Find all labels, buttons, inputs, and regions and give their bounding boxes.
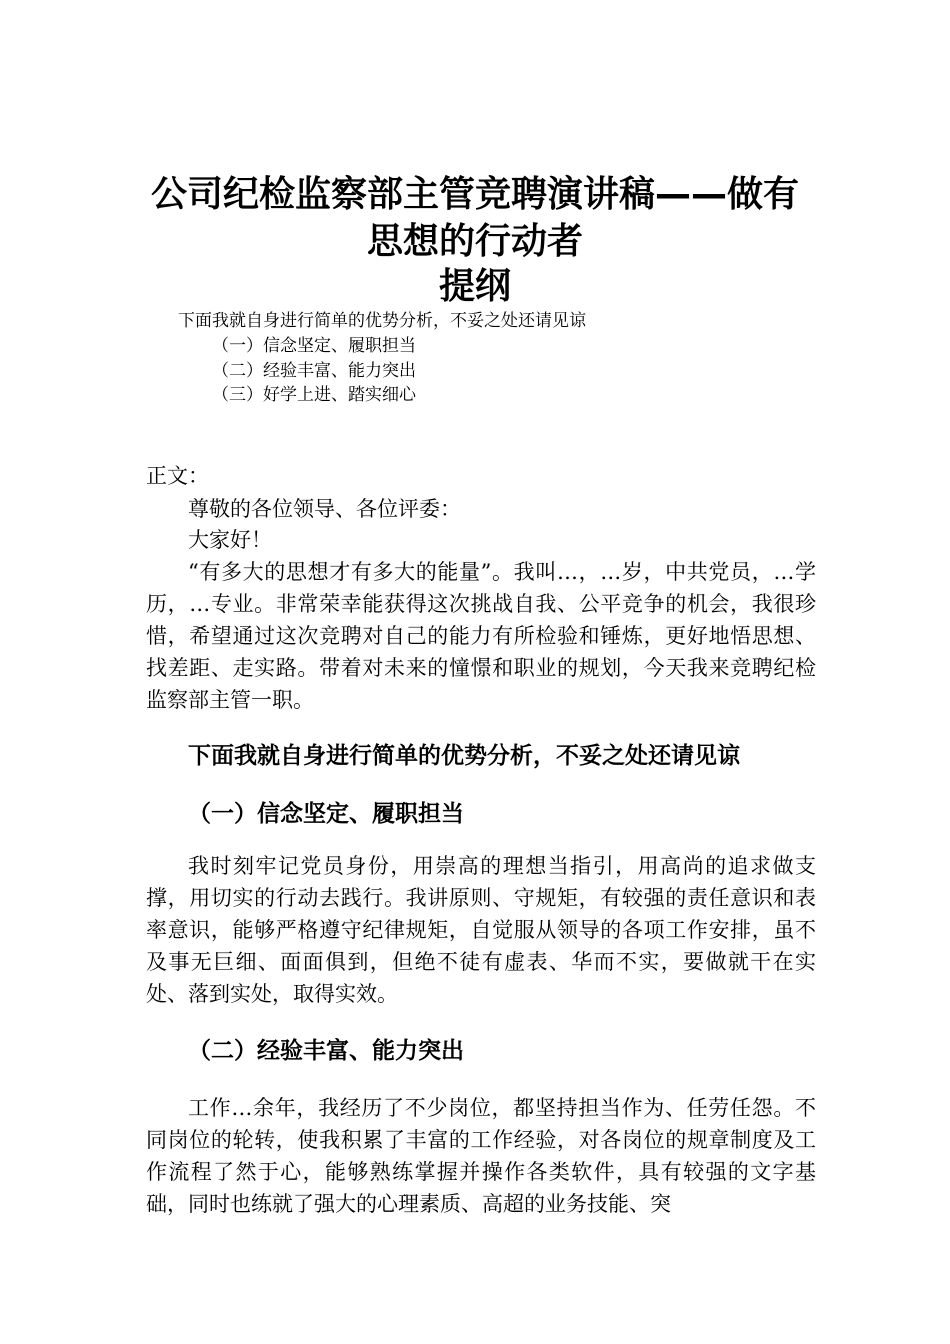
outline-title: 提纲 — [438, 266, 511, 307]
outline-item-1: （一）信念坚定、履职担当 — [212, 336, 416, 356]
intro-paragraph: “有多大的思想才有多大的能量”。我叫…，…岁，中共党员，…学历，…专业。非常荣幸能获得这次挑战自我、公平竞争的机会，我很珍惜，希望通过这次竞聘对自己的能力有所检验和锤炼，更好地悟思想、找差距、走实路。带着对未来的憧憬和职业的规划，今天我来竞聘纪检监察部主管一职。 — [146, 560, 816, 712]
outline-item-2: （二）经验丰富、能力突出 — [212, 361, 416, 381]
hello-line: 大家好！ — [188, 528, 272, 552]
analysis-heading: 下面我就自身进行简单的优势分析，不妥之处还请见谅 — [188, 743, 740, 769]
section-2-heading: （二）经验丰富、能力突出 — [188, 1038, 464, 1064]
outline-item-3: （三）好学上进、踏实细心 — [212, 385, 416, 405]
body-label: 正文： — [146, 464, 209, 488]
outline-heading: 下面我就自身进行简单的优势分析，不妥之处还请见谅 — [178, 311, 586, 331]
section-2-paragraph: 工作…余年，我经历了不少岗位，都坚持担当作为、任劳任怨。不同岗位的轮转，使我积累了丰富的工作经验，对各岗位的规章制度及工作流程了然于心，能够熟练掌握并操作各类软件，具有较强的文字基础，同时也练就了强大的心理素质、高超的业务技能、突 — [146, 1096, 816, 1216]
greeting: 尊敬的各位领导、各位评委： — [188, 497, 461, 521]
section-1-heading: （一）信念坚定、履职担当 — [188, 801, 464, 827]
document-title-line-1: 公司纪检监察部主管竞聘演讲稿——做有 — [150, 174, 799, 215]
document-title-line-2: 思想的行动者 — [366, 221, 583, 262]
section-1-paragraph: 我时刻牢记党员身份，用崇高的理想当指引，用高尚的追求做支撑，用切实的行动去践行。我讲原则、守规矩，有较强的责任意识和表率意识，能够严格遵守纪律规矩，自觉服从领导的各项工作安排，虽不及事无巨细、面面俱到，但绝不徒有虚表、华而不实，要做就干在实处、落到实处，取得实效。 — [146, 854, 816, 1006]
